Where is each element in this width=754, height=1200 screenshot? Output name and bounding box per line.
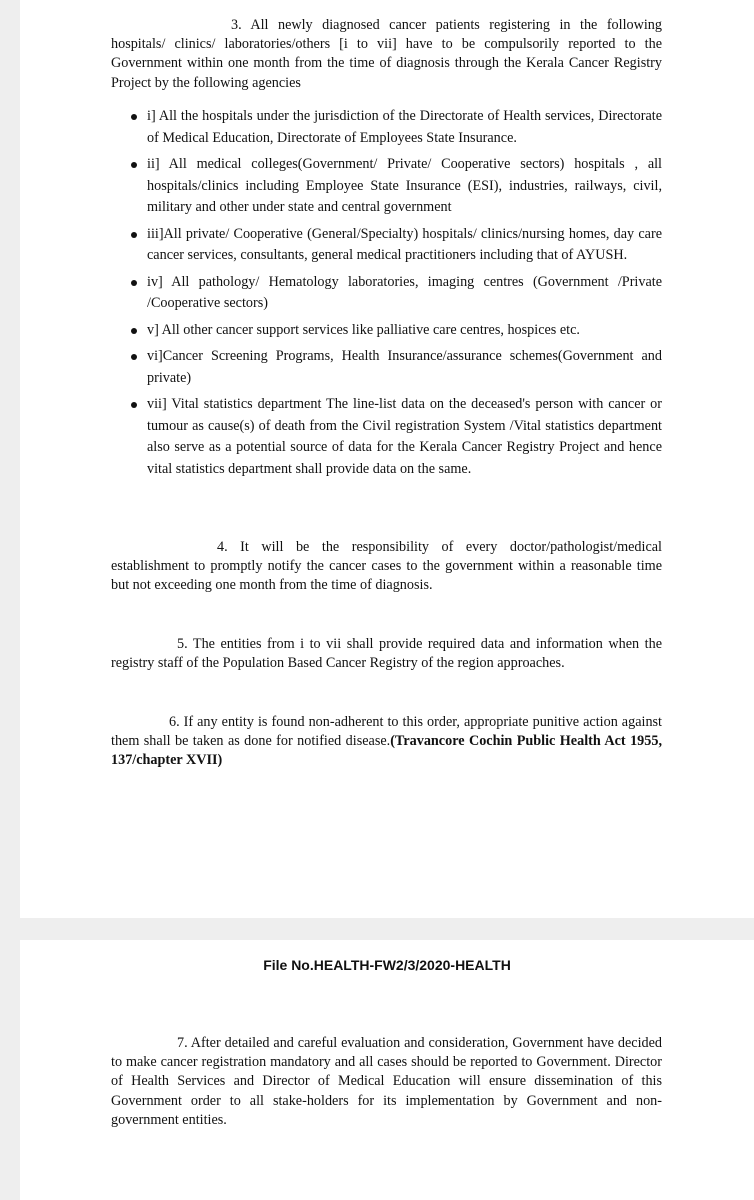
bullet-icon [131, 354, 137, 360]
paragraph-7-text: 7. After detailed and careful evaluation and consideration, Government have decided to make cancer registration mandatory and all cases should be reported to Government. Director of Health Services and Director of Medical Education will ensure dissemination of this Government order to all stake-holders for its implementation by Government and non-government entities. [111, 1035, 662, 1128]
bullet-icon [131, 114, 137, 120]
bullet-icon [131, 280, 137, 286]
document-page-1 [20, 0, 754, 918]
paragraph-5 [111, 635, 662, 673]
list-item-text: v] All other cancer support services like palliative care centres, hospices etc. [147, 321, 580, 338]
document-page-2 [20, 940, 754, 1200]
bullet-icon [131, 402, 137, 408]
paragraph-6 [111, 713, 662, 771]
bullet-icon [131, 162, 137, 168]
file-number-header: File No.HEALTH-FW2/3/2020-HEALTH [263, 957, 511, 973]
list-item [111, 154, 662, 219]
bullet-icon [131, 232, 137, 238]
list-item [111, 272, 662, 315]
paragraph-3-text: 3. All newly diagnosed cancer patients registering in the following hospitals/ clinics/ laboratories/others [i to vii] have to be compulsorily reported to the Government within one month from the time of diagnosis through the Kerala Cancer Registry Project by the following agencies [111, 17, 662, 91]
act-citation: (Travancore Cochin Public Health Act 1955, 137/chapter XVII) [111, 733, 662, 769]
list-item [111, 224, 662, 267]
paragraph-7 [111, 1034, 662, 1130]
list-item-text: iv] All pathology/ Hematology laboratories, imaging centres (Government /Private /Cooperative sectors) [147, 273, 662, 311]
paragraph-6-text: 6. If any entity is found non-adherent to this order, appropriate punitive action against them shall be taken as done for notified disease. [111, 714, 662, 750]
list-item [111, 394, 662, 480]
paragraph-3 [111, 16, 662, 93]
paragraph-5-text: 5. The entities from i to vii shall provide required data and information when the registry staff of the Population Based Cancer Registry of the region approaches. [111, 636, 662, 672]
paragraph-4-text: 4. It will be the responsibility of every doctor/pathologist/medical establishment to promptly notify the cancer cases to the government within a reasonable time but not exceeding one month from the time of diagnosis. [111, 539, 662, 594]
list-item [111, 346, 662, 389]
bullet-icon [131, 328, 137, 334]
list-item-text: iii]All private/ Cooperative (General/Specialty) hospitals/ clinics/nursing homes, day care cancer services, consultants, general medical practitioners including that of AYUSH. [147, 225, 662, 263]
list-item-text: ii] All medical colleges(Government/ Private/ Cooperative sectors) hospitals , all hospitals/clinics including Employee State Insurance (ESI), industries, railways, civil, military and other under state and central government [147, 156, 662, 215]
list-item-text: vii] Vital statistics department The line-list data on the deceased's person with cancer or tumour as cause(s) of death from the Civil registration System /Vital statistics department also serve as a potential source of data for the Kerala Cancer Registry Project and hence vital statistics department shall provide data on the same. [147, 396, 662, 477]
list-item [111, 106, 662, 149]
list-item [111, 320, 662, 342]
list-item-text: vi]Cancer Screening Programs, Health Insurance/assurance schemes(Government and private) [147, 348, 662, 386]
list-item-text: i] All the hospitals under the jurisdiction of the Directorate of Health services, Directorate of Medical Education, Directorate of Employees State Insurance. [147, 108, 662, 146]
paragraph-4 [111, 538, 662, 596]
agency-list [111, 106, 662, 485]
